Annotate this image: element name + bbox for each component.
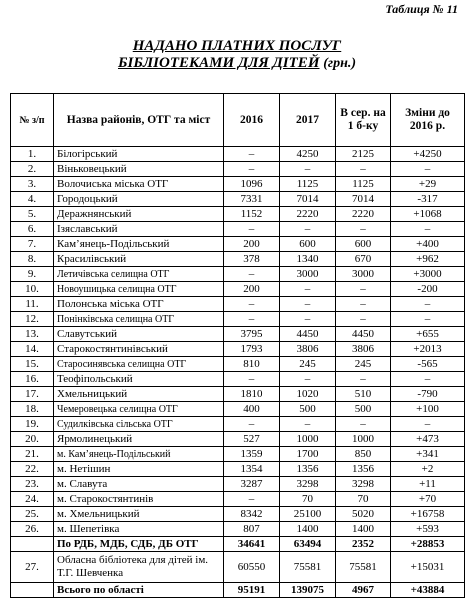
row-name: Віньковецький xyxy=(54,162,224,177)
row-2016: 200 xyxy=(224,237,280,252)
header-2017: 2017 xyxy=(280,94,336,147)
row-2016: 527 xyxy=(224,432,280,447)
row-change: +29 xyxy=(391,177,465,192)
row-2016: 1793 xyxy=(224,342,280,357)
table-number-label: Таблиця № 11 xyxy=(385,2,458,16)
row-average: – xyxy=(336,282,391,297)
table-row xyxy=(11,147,465,162)
table-row xyxy=(11,387,465,402)
row-2017: 70 xyxy=(280,492,336,507)
row-average: – xyxy=(336,312,391,327)
row-average: 850 xyxy=(336,447,391,462)
row-2016: 807 xyxy=(224,522,280,537)
row-num: 3. xyxy=(11,177,54,192)
table-row xyxy=(11,447,465,462)
row-average: – xyxy=(336,162,391,177)
table-row xyxy=(11,177,465,192)
row-change: +4250 xyxy=(391,147,465,162)
table-row xyxy=(11,192,465,207)
row-num: 8. xyxy=(11,252,54,267)
row-change: +11 xyxy=(391,477,465,492)
row-num: 9. xyxy=(11,267,54,282)
regional-num: 27. xyxy=(11,552,54,583)
row-change: +655 xyxy=(391,327,465,342)
row-2016: – xyxy=(224,162,280,177)
row-name: Білогірський xyxy=(54,147,224,162)
row-average: 245 xyxy=(336,357,391,372)
row-2017: – xyxy=(280,417,336,432)
row-2017: 3806 xyxy=(280,342,336,357)
row-num: 19. xyxy=(11,417,54,432)
row-2017: 1400 xyxy=(280,522,336,537)
header-num: № з/п xyxy=(11,94,54,147)
row-name: Хмельницький xyxy=(54,387,224,402)
row-2016: – xyxy=(224,492,280,507)
row-name: Деражнянський xyxy=(54,207,224,222)
header-average: В сер. на 1 б-ку xyxy=(336,94,391,147)
row-name: Летичівська селищна ОТГ xyxy=(54,267,224,282)
row-2016: 8342 xyxy=(224,507,280,522)
subtotal-change: +28853 xyxy=(391,537,465,552)
row-2017: – xyxy=(280,312,336,327)
row-average: 500 xyxy=(336,402,391,417)
row-name: Теофіпольський xyxy=(54,372,224,387)
subtotal-num xyxy=(11,537,54,552)
table-row xyxy=(11,492,465,507)
table-row xyxy=(11,357,465,372)
row-change: – xyxy=(391,222,465,237)
total-2017: 139075 xyxy=(280,583,336,598)
row-name: Ізяславський xyxy=(54,222,224,237)
row-2017: 1125 xyxy=(280,177,336,192)
row-2017: – xyxy=(280,282,336,297)
row-2016: 7331 xyxy=(224,192,280,207)
row-name: Волочиська міська ОТГ xyxy=(54,177,224,192)
table-row xyxy=(11,282,465,297)
row-2017: 1700 xyxy=(280,447,336,462)
row-average: 3806 xyxy=(336,342,391,357)
row-average: – xyxy=(336,372,391,387)
row-average: 1000 xyxy=(336,432,391,447)
row-average: – xyxy=(336,417,391,432)
row-2017: – xyxy=(280,162,336,177)
table-row xyxy=(11,252,465,267)
row-name: м. Шепетівка xyxy=(54,522,224,537)
row-name: Полонська міська ОТГ xyxy=(54,297,224,312)
subtotal-name: По РДБ, МДБ, СДБ, ДБ ОТГ xyxy=(54,537,224,552)
subtotal-row xyxy=(11,537,465,552)
row-change: -200 xyxy=(391,282,465,297)
row-2016: 3795 xyxy=(224,327,280,342)
row-num: 14. xyxy=(11,342,54,357)
row-change: – xyxy=(391,297,465,312)
row-name: Старокостянтинівський xyxy=(54,342,224,357)
row-2017: – xyxy=(280,222,336,237)
row-num: 21. xyxy=(11,447,54,462)
row-2016: 400 xyxy=(224,402,280,417)
row-change: +2013 xyxy=(391,342,465,357)
row-num: 11. xyxy=(11,297,54,312)
row-change: +3000 xyxy=(391,267,465,282)
subtotal-average: 2352 xyxy=(336,537,391,552)
row-2016: – xyxy=(224,312,280,327)
row-name: м. Хмельницький xyxy=(54,507,224,522)
row-name: м. Славута xyxy=(54,477,224,492)
row-2016: – xyxy=(224,417,280,432)
table-row xyxy=(11,507,465,522)
total-row xyxy=(11,583,465,598)
row-name: Понінківська селищна ОТГ xyxy=(54,312,224,327)
total-change: +43884 xyxy=(391,583,465,598)
row-2016: 1359 xyxy=(224,447,280,462)
row-name: м. Кам’янець-Подільський xyxy=(54,447,224,462)
table-row xyxy=(11,312,465,327)
row-2016: 1810 xyxy=(224,387,280,402)
row-change: +593 xyxy=(391,522,465,537)
row-num: 20. xyxy=(11,432,54,447)
row-name: м. Нетішин xyxy=(54,462,224,477)
row-average: 3298 xyxy=(336,477,391,492)
table-row xyxy=(11,342,465,357)
row-change: – xyxy=(391,312,465,327)
row-num: 5. xyxy=(11,207,54,222)
row-num: 17. xyxy=(11,387,54,402)
row-change: – xyxy=(391,162,465,177)
row-average: 510 xyxy=(336,387,391,402)
row-name: Славутський xyxy=(54,327,224,342)
row-num: 10. xyxy=(11,282,54,297)
total-average: 4967 xyxy=(336,583,391,598)
row-2016: 1354 xyxy=(224,462,280,477)
row-name: Красилівський xyxy=(54,252,224,267)
total-num xyxy=(11,583,54,598)
row-2016: – xyxy=(224,147,280,162)
row-2017: 1340 xyxy=(280,252,336,267)
table-row xyxy=(11,402,465,417)
regional-average: 75581 xyxy=(336,552,391,583)
table-row xyxy=(11,222,465,237)
subtotal-2016: 34641 xyxy=(224,537,280,552)
row-num: 12. xyxy=(11,312,54,327)
table-row xyxy=(11,462,465,477)
subtotal-2017: 63494 xyxy=(280,537,336,552)
total-name: Всього по області xyxy=(54,583,224,598)
row-average: 670 xyxy=(336,252,391,267)
row-change: +2 xyxy=(391,462,465,477)
row-num: 16. xyxy=(11,372,54,387)
row-2016: 200 xyxy=(224,282,280,297)
row-change: +100 xyxy=(391,402,465,417)
regional-library-row xyxy=(11,552,465,583)
title-line-1: НАДАНО ПЛАТНИХ ПОСЛУГ xyxy=(132,38,342,54)
row-average: 70 xyxy=(336,492,391,507)
row-2016: 1152 xyxy=(224,207,280,222)
row-2017: 4250 xyxy=(280,147,336,162)
row-2016: – xyxy=(224,267,280,282)
total-2016: 95191 xyxy=(224,583,280,598)
row-num: 6. xyxy=(11,222,54,237)
row-name: Старосинявська селищна ОТГ xyxy=(54,357,224,372)
regional-change: +15031 xyxy=(391,552,465,583)
header-2016: 2016 xyxy=(224,94,280,147)
row-2016: – xyxy=(224,372,280,387)
row-change: -790 xyxy=(391,387,465,402)
row-name: м. Старокостянтинів xyxy=(54,492,224,507)
header-change: Зміни до 2016 р. xyxy=(391,94,465,147)
table-row xyxy=(11,207,465,222)
row-average: 2125 xyxy=(336,147,391,162)
row-2017: 4450 xyxy=(280,327,336,342)
row-average: – xyxy=(336,297,391,312)
row-change: +70 xyxy=(391,492,465,507)
row-average: – xyxy=(336,222,391,237)
row-change: -565 xyxy=(391,357,465,372)
table-header-row xyxy=(11,94,465,147)
row-name: Ярмолинецький xyxy=(54,432,224,447)
row-num: 23. xyxy=(11,477,54,492)
row-change: +1068 xyxy=(391,207,465,222)
table-row xyxy=(11,372,465,387)
row-2017: 25100 xyxy=(280,507,336,522)
row-name: Судилківська сільська ОТГ xyxy=(54,417,224,432)
regional-2016: 60550 xyxy=(224,552,280,583)
row-average: 1356 xyxy=(336,462,391,477)
row-2016: 810 xyxy=(224,357,280,372)
row-change: +473 xyxy=(391,432,465,447)
row-num: 22. xyxy=(11,462,54,477)
row-2016: 1096 xyxy=(224,177,280,192)
row-average: 4450 xyxy=(336,327,391,342)
row-name: Кам’янець-Подільський xyxy=(54,237,224,252)
row-2017: 1356 xyxy=(280,462,336,477)
table-row xyxy=(11,267,465,282)
row-num: 15. xyxy=(11,357,54,372)
row-2017: – xyxy=(280,297,336,312)
row-change: +400 xyxy=(391,237,465,252)
row-2016: – xyxy=(224,222,280,237)
row-num: 26. xyxy=(11,522,54,537)
row-num: 2. xyxy=(11,162,54,177)
row-2017: – xyxy=(280,372,336,387)
regional-name: Обласна бібліотека для дітей ім. Т.Г. Шевченка xyxy=(54,552,224,583)
row-num: 1. xyxy=(11,147,54,162)
row-2017: 2220 xyxy=(280,207,336,222)
row-2016: 3287 xyxy=(224,477,280,492)
row-num: 24. xyxy=(11,492,54,507)
row-average: 7014 xyxy=(336,192,391,207)
row-num: 18. xyxy=(11,402,54,417)
row-2016: 378 xyxy=(224,252,280,267)
row-2017: 3298 xyxy=(280,477,336,492)
row-change: +962 xyxy=(391,252,465,267)
row-change: -317 xyxy=(391,192,465,207)
table-row xyxy=(11,417,465,432)
row-2017: 1020 xyxy=(280,387,336,402)
row-num: 13. xyxy=(11,327,54,342)
title-line-2: БІБЛІОТЕКАМИ ДЛЯ ДІТЕЙ xyxy=(117,55,320,71)
row-average: 1125 xyxy=(336,177,391,192)
table-row xyxy=(11,237,465,252)
row-average: 600 xyxy=(336,237,391,252)
row-2017: 500 xyxy=(280,402,336,417)
row-change: +341 xyxy=(391,447,465,462)
table-row xyxy=(11,162,465,177)
paid-services-table xyxy=(10,93,465,598)
row-name: Новоушицька селищна ОТГ xyxy=(54,282,224,297)
table-row xyxy=(11,522,465,537)
header-name: Назва районів, ОТГ та міст xyxy=(54,94,224,147)
row-num: 7. xyxy=(11,237,54,252)
row-num: 25. xyxy=(11,507,54,522)
title-unit: (грн.) xyxy=(323,56,356,71)
row-average: 3000 xyxy=(336,267,391,282)
row-average: 2220 xyxy=(336,207,391,222)
row-change: – xyxy=(391,417,465,432)
table-row xyxy=(11,297,465,312)
row-name: Городоцький xyxy=(54,192,224,207)
regional-2017: 75581 xyxy=(280,552,336,583)
row-change: – xyxy=(391,372,465,387)
row-2016: – xyxy=(224,297,280,312)
row-2017: 7014 xyxy=(280,192,336,207)
row-num: 4. xyxy=(11,192,54,207)
document-title xyxy=(0,38,474,72)
row-average: 5020 xyxy=(336,507,391,522)
table-row xyxy=(11,327,465,342)
row-change: +16758 xyxy=(391,507,465,522)
row-2017: 245 xyxy=(280,357,336,372)
table-row xyxy=(11,477,465,492)
row-2017: 1000 xyxy=(280,432,336,447)
row-2017: 3000 xyxy=(280,267,336,282)
row-name: Чемеровецька селищна ОТГ xyxy=(54,402,224,417)
row-2017: 600 xyxy=(280,237,336,252)
table-row xyxy=(11,432,465,447)
row-average: 1400 xyxy=(336,522,391,537)
